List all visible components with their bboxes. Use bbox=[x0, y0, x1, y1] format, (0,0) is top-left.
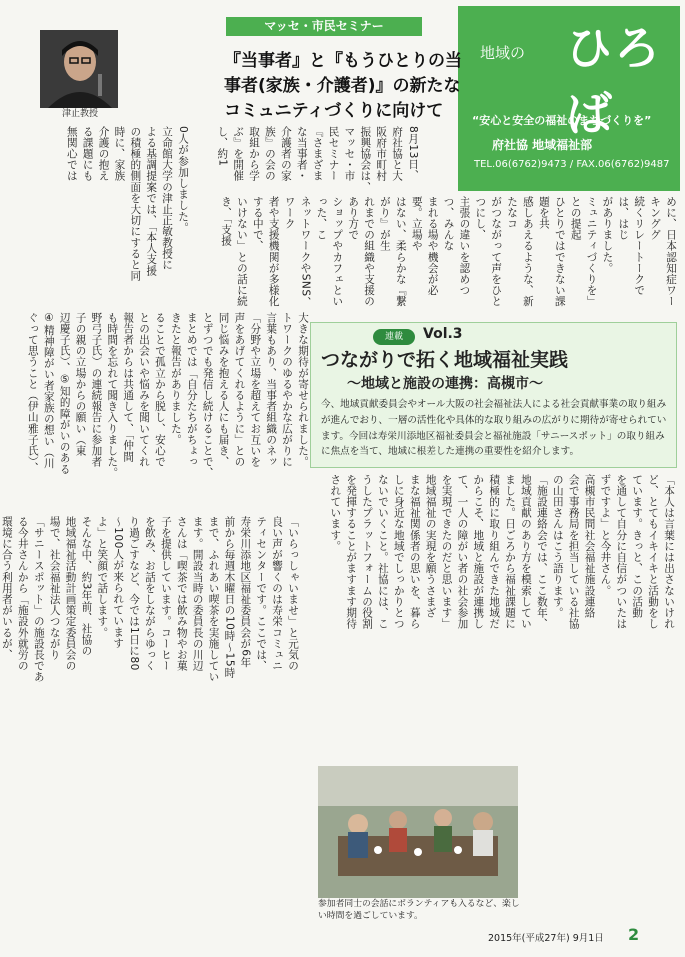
text-column: る今井さんから「施設外就労の bbox=[16, 516, 29, 672]
text-column: 寿栄川添地区福祉委員会が6年 bbox=[239, 516, 252, 668]
text-column: はない、柔らかな『繋がり』が生 bbox=[378, 196, 407, 307]
text-column: 『さまざま bbox=[311, 126, 324, 182]
text-column: 地域福祉活動計画策定委員会の bbox=[64, 516, 77, 672]
text-column: を通して自分に自信がついたは bbox=[615, 474, 628, 630]
text-column: ④精神障がい者家族の想い（川 bbox=[42, 312, 55, 469]
text-column: 取組から学 bbox=[248, 126, 261, 182]
text-column: 感しあえるような、新たなコ bbox=[506, 196, 534, 307]
text-column: 主張の違いを認めつつ、みんな bbox=[442, 196, 471, 296]
text-column: 無関心では bbox=[65, 126, 78, 182]
text-column: ティセンターです。ここでは、 bbox=[255, 516, 268, 672]
seminar-banner: マッセ・市民セミナー bbox=[226, 17, 422, 36]
seminar-body-middle bbox=[14, 312, 310, 512]
text-column: 言葉もあり、当事者組織のネッ bbox=[265, 312, 278, 468]
text-column: 続くリレートークでは、はじ bbox=[617, 196, 646, 296]
text-column: ないでいくこと。社協には、こ bbox=[376, 474, 389, 630]
text-column: 積極的に取り組んできた地域だ bbox=[488, 474, 501, 630]
masthead-title-small: 地域の bbox=[480, 44, 526, 62]
text-column: ました。日ごろから福祉課題に bbox=[504, 474, 517, 630]
text-column: も時間を忘れて聞き入りました。 bbox=[106, 312, 119, 479]
series-box bbox=[310, 322, 677, 468]
text-column: 0人が参加しました。 bbox=[177, 126, 189, 234]
text-column: よる基調提案では、「本人支援 bbox=[145, 126, 158, 277]
text-column: 阪府市町村 bbox=[375, 126, 388, 182]
meeting-photo-caption: 参加者同士の会話にボランティアも入るなど、楽しい時間を過ごしています。 bbox=[318, 899, 520, 922]
text-column: まな福祉関係者の思いを、暮ら bbox=[408, 474, 421, 630]
seminar-body-left bbox=[14, 126, 190, 304]
text-column: を発揮することがますます期待 bbox=[345, 474, 358, 630]
series-tag: 連載 bbox=[373, 329, 415, 345]
text-column: 場で、社会福祉法人つながり bbox=[48, 516, 61, 661]
meeting-photo bbox=[318, 766, 518, 898]
text-column: 報告者からは共通して、「仲間 bbox=[122, 312, 135, 463]
text-column: まれる場や機会が必要。立場や bbox=[410, 196, 439, 296]
masthead-contact: TEL.06(6762)9473 / FAX.06(6762)9487 bbox=[474, 159, 670, 170]
text-column: ぐって思うこと（伊山雅子氏）、 bbox=[26, 312, 39, 474]
text-column: ミュニティづくりを」との提起 bbox=[569, 196, 598, 307]
text-column: 「いらっしゃいませ」と元気の bbox=[287, 516, 299, 672]
text-column: 地域福祉の実現を願うさまざ bbox=[424, 474, 437, 619]
professor-photo bbox=[40, 30, 118, 108]
text-column: 族』の会の bbox=[263, 126, 276, 182]
masthead bbox=[458, 6, 680, 191]
text-column: 子の親の立場からの願い（東 bbox=[74, 312, 87, 457]
text-column: 「本人は言葉には出さないけれ bbox=[663, 474, 675, 630]
series-subtitle: ～地域と施設の連携：高槻市～ bbox=[347, 376, 543, 392]
text-column: の山田さんはこう語ります。 bbox=[551, 474, 564, 619]
text-column: さんは「喫茶では飲み物やお菓 bbox=[175, 516, 188, 672]
text-column: ずですよ」と今井さん。 bbox=[599, 474, 612, 597]
text-column: を実現できたのだと思います」 bbox=[440, 474, 453, 630]
text-column: 辺慶子氏）、⑤知的障がいのある bbox=[58, 312, 71, 475]
issue-date: 2015年(平成27年) 9月1日 bbox=[488, 933, 604, 944]
text-column: 高槻市民間社会福祉施設連絡 bbox=[583, 474, 596, 619]
text-column: きたと報告がありました。 bbox=[169, 312, 182, 446]
text-column: めに、日本認知症ワーキンググ bbox=[649, 196, 677, 307]
text-column: よ」と笑顔で話します。 bbox=[96, 516, 109, 639]
text-column: がありました。 bbox=[601, 196, 614, 274]
text-column: 「サニースポット」の施設長であ bbox=[32, 516, 45, 683]
text-column: ネットワークやSNS、ワーク bbox=[283, 196, 312, 308]
text-column: ショップやカフェといった、こ bbox=[315, 196, 344, 307]
page-number: 2 bbox=[628, 925, 640, 944]
text-column: 野弓子氏）の連続報告に参加者 bbox=[90, 312, 103, 468]
text-column: ることで孤立から脱し、安心で bbox=[153, 312, 166, 468]
text-column: そんな中、約3年前、社協の bbox=[80, 516, 93, 657]
masthead-title: ひろば bbox=[566, 21, 662, 141]
text-column: ～100人が来られています bbox=[112, 516, 125, 649]
text-column: ひとりではできない課題を共 bbox=[537, 196, 566, 307]
text-column: る課題にも bbox=[81, 126, 94, 182]
text-column: まとめでは「自分たちがちょっ bbox=[185, 312, 198, 468]
text-column: 子を提供しています。コーヒー bbox=[159, 516, 172, 672]
text-column: を飲み、お話をしながらゆっく bbox=[143, 516, 156, 672]
text-column: 同じ悩みを抱える人にも届き、 bbox=[217, 312, 230, 468]
article-body-left bbox=[0, 516, 300, 926]
text-column: 民セミナー bbox=[327, 126, 340, 182]
text-column: しに身近な地域でしっかりとつ bbox=[392, 474, 405, 630]
text-column: とずつでも発信し続けることで、 bbox=[201, 312, 214, 479]
text-column: 環境に合う利用者がいるが、 bbox=[0, 516, 13, 661]
series-lead: 今、地域貢献委員会やオール大阪の社会福祉法人による社会貢献事業の取り組みが進んでおり、一層の活性化や具体的な取り組みの広がりに期待が寄せられています。今回は寿栄川添地区福祉委員会と福祉施設「サニースポット」の取り組みに焦点を当て、地域に根差した連携の重要性を紹介します。 bbox=[321, 399, 667, 458]
text-column: トワークのゆるやかな広がりに bbox=[281, 312, 294, 468]
text-column: ぶ』を開催 bbox=[232, 126, 245, 182]
seminar-title-line-1: 『当事者』と『もうひとりの当 bbox=[224, 51, 462, 71]
text-column: 振興協会は、 bbox=[359, 126, 372, 193]
text-column: れまでの組織や支援のあり方で bbox=[347, 196, 376, 307]
text-column: り過ごすなど、今では1日に80 bbox=[128, 516, 141, 671]
text-column: 時に、家族 bbox=[113, 126, 126, 182]
text-column: いけない」との話に続き、「支援 bbox=[220, 196, 248, 307]
seminar-body-right bbox=[220, 196, 678, 314]
series-title: つながりで拓く地域福祉実践 bbox=[321, 349, 569, 371]
text-column: マッセ・市 bbox=[343, 126, 356, 182]
text-column: まで、ふれあい喫茶を実施してい bbox=[207, 516, 220, 683]
text-column: 介護の抱え bbox=[97, 126, 110, 182]
text-column: し、約1 bbox=[216, 126, 229, 167]
text-column: な当事者・ bbox=[295, 126, 308, 182]
text-column: 良い声が響くのは寿栄コミュニ bbox=[271, 516, 284, 672]
seminar-title-line-3: コミュニティづくりに向けて bbox=[224, 101, 444, 121]
series-vol: Vol.3 bbox=[423, 326, 463, 342]
text-column: 者や支援機関が多様化する中で、 bbox=[251, 196, 280, 307]
professor-caption: 津止教授 bbox=[62, 109, 99, 119]
text-column: 地域貢献のあり方を模索してい bbox=[519, 474, 532, 630]
text-column: の積極的側面を大切にすると同 bbox=[129, 126, 142, 282]
text-column: 立命館大学の津止正敏教授に bbox=[161, 126, 174, 271]
text-column: 会で事務局を担当している社協 bbox=[567, 474, 580, 630]
text-column: 「分野や立場を超えてお互いを bbox=[249, 312, 262, 468]
text-column: がつながって声をひとつにし、 bbox=[474, 196, 503, 307]
text-column: 「施設連絡会では、ここ数年、 bbox=[535, 474, 548, 630]
text-column: 介護者の家 bbox=[279, 126, 292, 182]
text-column: ます。開設当時の委員長の川辺 bbox=[191, 516, 204, 672]
text-column: ています。きっと、この活動 bbox=[631, 474, 644, 619]
professor-portrait-icon bbox=[40, 30, 118, 108]
masthead-org: 府社協 地域福祉部 bbox=[492, 138, 593, 152]
text-column: 声をあげてくれるように」との bbox=[233, 312, 246, 468]
text-column: て、一人の障がい者の社会参加 bbox=[456, 474, 469, 630]
text-column: からこそ、地域と施設が連携し bbox=[472, 474, 485, 630]
text-column: されています。 bbox=[329, 474, 342, 552]
text-column: との出会いや悩みを聞いてくれ bbox=[138, 312, 151, 468]
text-column: 前から毎週木曜日の10時～15時 bbox=[223, 516, 236, 679]
seminar-title-line-2: 事者(家族・介護者)』の新たな bbox=[224, 76, 461, 96]
article-body-upper-right bbox=[300, 474, 676, 754]
text-column: 大きな期待が寄せられました。 bbox=[297, 312, 309, 468]
text-column: 8月13日、 bbox=[407, 126, 419, 182]
text-column: ど、とてもイキイキと活動をし bbox=[647, 474, 660, 630]
meeting-scene-icon bbox=[318, 766, 518, 898]
text-column: 府社協と大 bbox=[391, 126, 404, 182]
masthead-slogan: “安心と安全の福祉のまちづくりを” bbox=[472, 114, 652, 127]
text-column: うしたプラットフォームの役割 bbox=[361, 474, 374, 630]
